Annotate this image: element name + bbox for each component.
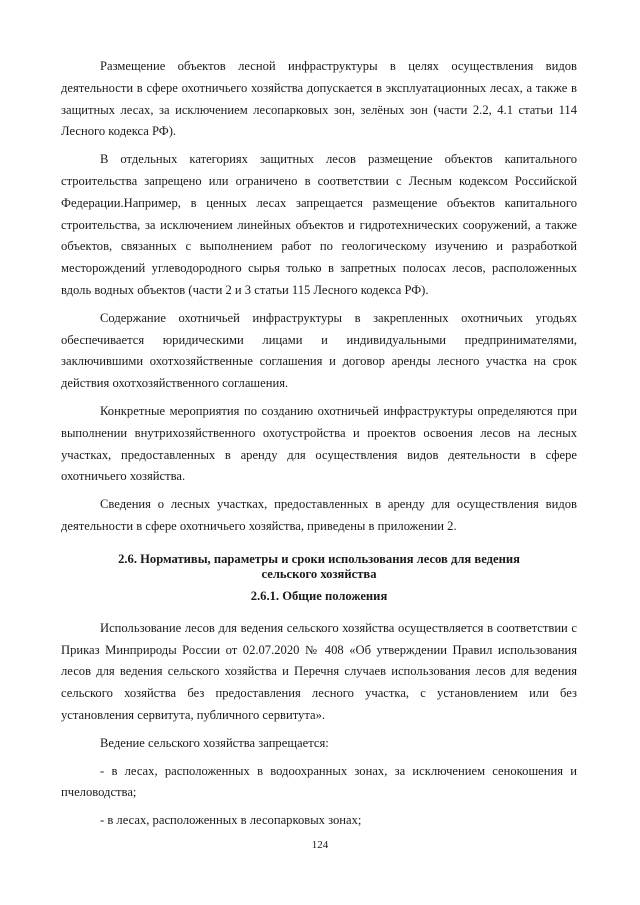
section-heading-line1: 2.6. Нормативы, параметры и сроки использования лесов для ведения [118,551,520,566]
document-body [61,56,577,838]
list-item-water-protection [61,761,577,805]
list-item-forest-park: - в лесах, расположенных в лесопарковых зонах; [100,813,362,828]
paragraph-agriculture-use: Использование лесов для ведения сельского хозяйства осуществляется в соответствии с Приказ Минприроды России от 02.07.2020 № 408 «Об утверждении Правил использования лесов для ведения сельского хозяйства и Перечня случаев использования лесов для ведения сельского хозяйства без предоставления лесного участка, с установлением или без установления сервитута, публичного сервитута». [61,620,577,722]
list-item-water-protection-end: пчеловодства; [61,785,137,800]
list-item-water-protection-start: - в лесах, расположенных в водоохранных зонах, за исключением сенокошения и [100,763,577,778]
paragraph-prohibition-intro: Ведение сельского хозяйства запрещается: [100,735,329,750]
paragraph-lease-info: Сведения о лесных участках, предоставленных в аренду для осуществления видов деятельности в сфере охотничьего хозяйства, приведены в приложении 2. [61,497,577,533]
section-heading-line2: сельского хозяйства [261,566,377,581]
paragraph-infrastructure-maintenance: Содержание охотничьей инфраструктуры в закрепленных охотничьих угодьях обеспечивается юридическими лицами и индивидуальными предпринимателями, заключившими охотхозяйственные соглашения и договор аренды лесного участка на срок действия охотхозяйственного соглашения. [61,310,577,391]
paragraph-infrastructure-placement: Размещение объектов лесной инфраструктуры в целях осуществления видов деятельности в сфере охотничьего хозяйства допускается в эксплуатационных лесах, а также в защитных лесах, за исключением лесопарковых зон, зелёных зон (части 2.2, 4.1 статьи 114 Лесного кодекса РФ). [61,59,577,139]
paragraph-specific-measures: Конкретные мероприятия по созданию охотничьей инфраструктуры определяются при выполнении внутрихозяйственного охотустройства и проектов освоения лесов на лесных участках, предоставленных в аренду для осуществления видов деятельности в сфере охотничьего хозяйства. [61,403,577,484]
subsection-heading: 2.6.1. Общие положения [250,588,388,603]
section-heading [61,552,577,582]
paragraph-protective-forests: В отдельных категориях защитных лесов размещение объектов капитального строительства запрещено или ограничено в соответствии с Лесным кодексом Российской Федерации.Например, в ценных лесах запрещается размещение объектов капитального строительства, за исключением линейных объектов и гидротехнических сооружений, а также объектов, связанных с выполнением работ по геологическому изучению и разработкой месторождений углеводородного сырья только в запретных полосах лесов, расположенных вдоль водных объектов (части 2 и 3 статьи 115 Лесного кодекса РФ). [61,152,577,297]
page-number: 124 [311,839,329,851]
